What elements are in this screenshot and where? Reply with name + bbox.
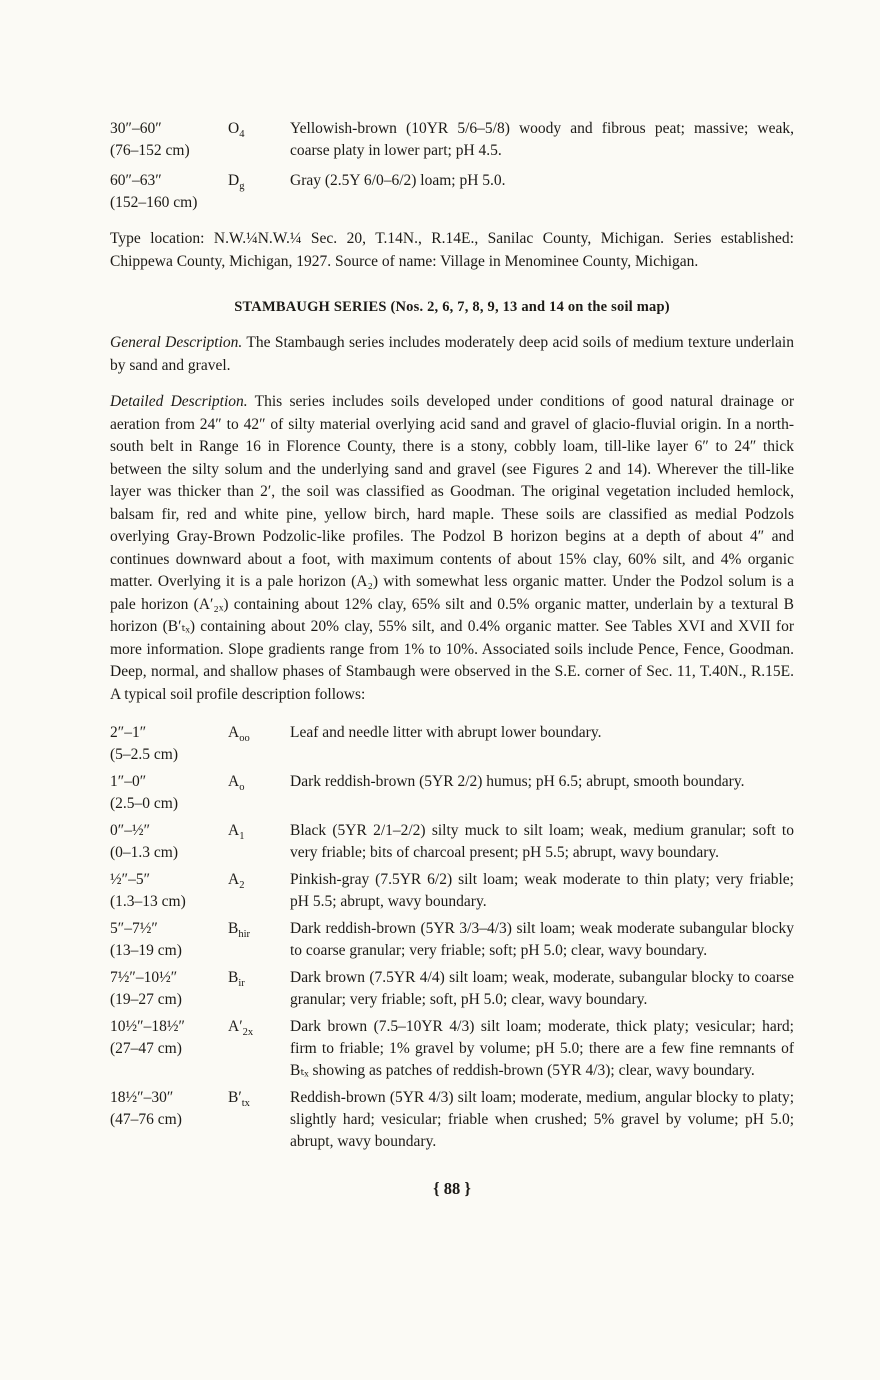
horizon-symbol-sub: 4 [239, 129, 245, 141]
horizon-description: Dark brown (7.5–10YR 4/3) silt loam; moderate, thick platy; vesicular; hard; firm to friable; 1% gravel by volume; pH 5.0; there are a few fine remnants of Bₜₓ showing as patches of reddish-brown (5YR 4/3); clear, wavy boundary. [290, 1018, 794, 1079]
horizon-description: Dark reddish-brown (5YR 3/3–4/3) silt loam; weak moderate subangular blocky to coarse granular; very friable; soft; pH 5.0; clear, wavy boundary. [290, 920, 794, 959]
horizon-symbol [228, 1087, 290, 1109]
horizon-depth [110, 1016, 228, 1060]
horizon-depth-inches: 7½″–10½″ [110, 969, 178, 986]
horizon-description: Gray (2.5Y 6/0–6/2) loam; pH 5.0. [290, 172, 506, 189]
horizon-symbol [228, 170, 290, 192]
horizon-depth-cm: (76–152 cm) [110, 142, 190, 159]
horizon-depth [110, 170, 228, 214]
horizon-description: Pinkish-gray (7.5YR 6/2) silt loam; weak moderate to thin platy; very friable; pH 5.5; abrupt, wavy boundary. [290, 871, 794, 910]
horizon-depth-cm: (152–160 cm) [110, 194, 198, 211]
type-location-paragraph: Type location: N.W.¼N.W.¼ Sec. 20, T.14N., R.14E., Sanilac County, Michigan. Series established: Chippewa County, Michigan, 1927. Source of name: Village in Menominee County, Michigan. [110, 230, 794, 270]
horizon-symbol-base: A [228, 822, 240, 839]
horizon-depth-cm: (5–2.5 cm) [110, 746, 179, 763]
horizon-symbol-sub: hir [238, 929, 251, 941]
horizon-symbol-base: A [228, 773, 240, 790]
general-description-paragraph [110, 332, 794, 377]
horizon-depth-cm: (19–27 cm) [110, 991, 182, 1008]
horizon-depth-cm: (0–1.3 cm) [110, 844, 179, 861]
horizon-description: Dark brown (7.5YR 4/4) silt loam; weak, moderate, subangular blocky to coarse granular; very friable; soft, pH 5.0; clear, wavy boundary. [290, 969, 794, 1008]
horizon-symbol-sub: oo [239, 733, 250, 745]
horizon-row [110, 918, 794, 962]
section-heading: STAMBAUGH SERIES (Nos. 2, 6, 7, 8, 9, 13 and 14 on the soil map) [234, 299, 670, 315]
horizon-depth [110, 869, 228, 913]
upper-horizon-list [110, 118, 794, 214]
horizon-row [110, 771, 794, 815]
horizon-description: Reddish-brown (5YR 4/3) silt loam; moderate, medium, angular blocky to platy; slightly hard; vesicular; friable when crushed; 5% gravel by volume; pH 5.0; abrupt, wavy boundary. [290, 1089, 794, 1150]
horizon-symbol-base: B [228, 920, 239, 937]
horizon-description: Leaf and needle litter with abrupt lower boundary. [290, 724, 602, 741]
horizon-depth-cm: (47–76 cm) [110, 1111, 182, 1128]
paragraph-body: The Stambaugh series includes moderately deep acid soils of medium texture underlain by sand and gravel. [110, 334, 794, 374]
horizon-depth [110, 118, 228, 162]
horizon-row [110, 869, 794, 913]
horizon-symbol-sub: ir [238, 978, 245, 990]
horizon-row [110, 722, 794, 766]
horizon-depth [110, 967, 228, 1011]
horizon-symbol-sub: 2 [239, 880, 245, 892]
horizon-depth [110, 722, 228, 766]
horizon-symbol [228, 1016, 290, 1038]
horizon-row [110, 1016, 794, 1082]
horizon-row [110, 820, 794, 864]
horizon-depth [110, 1087, 228, 1131]
horizon-depth-inches: 30″–60″ [110, 120, 162, 137]
horizon-row [110, 967, 794, 1011]
detailed-description-paragraph [110, 391, 794, 706]
horizon-symbol-base: D [228, 172, 240, 189]
horizon-symbol-sub: o [239, 782, 245, 794]
horizon-depth-inches: 10½″–18½″ [110, 1018, 185, 1035]
horizon-symbol [228, 118, 290, 140]
horizon-symbol [228, 722, 290, 744]
horizon-symbol-base: A′ [228, 1018, 243, 1035]
horizon-depth-inches: 5″–7½″ [110, 920, 158, 937]
page-number: { 88 } [433, 1179, 471, 1198]
horizon-depth-cm: (27–47 cm) [110, 1040, 182, 1057]
horizon-symbol-sub: tx [241, 1098, 250, 1110]
horizon-depth-inches: 0″–½″ [110, 822, 151, 839]
horizon-description: Black (5YR 2/1–2/2) silty muck to silt loam; weak, medium granular; soft to very friable; bits of charcoal present; pH 5.5; abrupt, wavy boundary. [290, 822, 794, 861]
horizon-symbol [228, 967, 290, 989]
paragraph-body: This series includes soils developed under conditions of good natural drainage or aeration from 24″ to 42″ of silty material overlying acid sand and gravel of glacio-fluvial origin. In a north-south belt in Range 16 in Florence County, there is a stony, cobbly loam, till-like layer 6″ to 24″ thick between the silty solum and the underlying sand and gravel (see Figures 2 and 14). Wherever the till-like layer was thicker than 2′, the soil was classified as Goodman. The original vegetation included hemlock, balsam fir, red and white pine, yellow birch, hard maple. These soils are classified as medial Podzols overlying Gray-Brown Podzolic-like profiles. The Podzol B horizon begins at a depth of about 4″ and continues downward about a foot, with maximum contents of about 15% clay, 60% silt, and 4% organic matter. Overlying it is a pale horizon (A₂) with somewhat less organic matter. Under the Podzol solum is a pale horizon (A′₂ₓ) containing about 12% clay, 65% silt and 0.5% organic matter, underlain by a textural B horizon (B′ₜₓ) containing about 20% clay, 55% silt, and 0.4% organic matter. See Tables XVI and XVII for more information. Slope gradients range from 1% to 10%. Associated soils include Pence, Fence, Goodman. Deep, normal, and shallow phases of Stambaugh were observed in the S.E. corner of Sec. 11, T.40N., R.15E. A typical soil profile description follows: [110, 393, 795, 703]
horizon-depth-cm: (1.3–13 cm) [110, 893, 186, 910]
horizon-symbol [228, 869, 290, 891]
horizon-depth-cm: (13–19 cm) [110, 942, 182, 959]
horizon-depth-cm: (2.5–0 cm) [110, 795, 179, 812]
horizon-symbol-sub: g [239, 181, 245, 193]
horizon-symbol-base: B′ [228, 1089, 242, 1106]
horizon-description: Yellowish-brown (10YR 5/6–5/8) woody and fibrous peat; massive; weak, coarse platy in lower part; pH 4.5. [290, 120, 794, 159]
horizon-symbol-base: A [228, 871, 240, 888]
horizon-symbol [228, 918, 290, 940]
horizon-symbol [228, 820, 290, 842]
horizon-symbol-sub: 1 [239, 831, 245, 843]
horizon-depth-inches: 1″–0″ [110, 773, 147, 790]
horizon-description: Dark reddish-brown (5YR 2/2) humus; pH 6.5; abrupt, smooth boundary. [290, 773, 745, 790]
horizon-depth-inches: 60″–63″ [110, 172, 162, 189]
horizon-row [110, 170, 794, 214]
horizon-depth [110, 820, 228, 864]
horizon-depth-inches: 18½″–30″ [110, 1089, 174, 1106]
horizon-row [110, 118, 794, 162]
profile-horizon-list [110, 722, 794, 1153]
horizon-depth [110, 771, 228, 815]
horizon-symbol-base: A [228, 724, 240, 741]
horizon-symbol-base: B [228, 969, 239, 986]
paragraph-lead: General Description. [110, 334, 243, 351]
horizon-symbol-base: O [228, 120, 240, 137]
horizon-symbol-sub: 2x [242, 1027, 254, 1039]
horizon-row [110, 1087, 794, 1153]
horizon-depth-inches: ½″–5″ [110, 871, 151, 888]
horizon-symbol [228, 771, 290, 793]
paragraph-lead: Detailed Description. [110, 393, 248, 410]
horizon-depth-inches: 2″–1″ [110, 724, 147, 741]
horizon-depth [110, 918, 228, 962]
